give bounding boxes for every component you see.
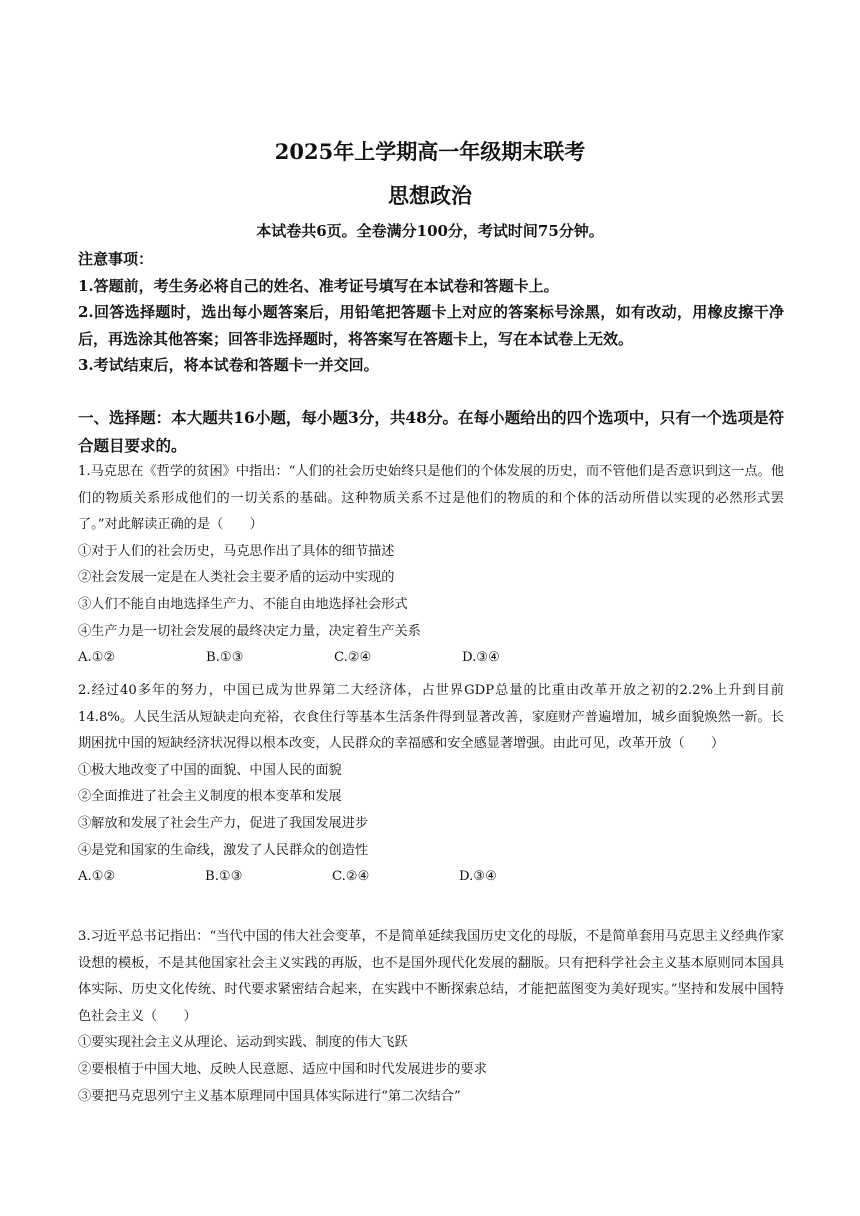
statement: ②要根植于中国大地、反映人民意愿、适应中国和时代发展进步的要求 [78, 1061, 487, 1077]
question-2 [78, 678, 784, 891]
answer-options [78, 645, 784, 672]
option-d: D.③④ [462, 650, 500, 666]
statement: ①对于人们的社会历史，马克思作出了具体的细节描述 [78, 543, 395, 559]
statement: ③解放和发展了社会生产力，促进了我国发展进步 [78, 815, 369, 831]
option-d: D.③④ [459, 869, 497, 885]
question-1 [78, 459, 784, 672]
question-stem: 2.经过40多年的努力，中国已成为世界第二大经济体，占世界GDP总量的比重由改革开放之初的2.2%上升到目前14.8%。人民生活从短缺走向充裕，衣食住行等基本生活条件得到显著改善，家庭财产普遍增加，城乡面貌焕然一新。长期困扰中国的短缺经济状况得以根本改变，人民群众的幸福感和安全感显著增强。由此可见，改革开放（ ） [78, 683, 784, 752]
subject-title: 思想政治 [388, 183, 472, 208]
notes-block [78, 246, 784, 379]
note-item: 2.回答选择题时，选出每小题答案后，用铅笔把答题卡上对应的答案标号涂黑，如有改动，用橡皮擦干净后，再选涂其他答案；回答非选择题时，将答案写在答题卡上，写在本试卷上无效。 [78, 303, 784, 348]
note-item: 1.答题前，考生务必将自己的姓名、准考证号填写在本试卷和答题卡上。 [78, 276, 559, 295]
statement: ②全面推进了社会主义制度的根本变革和发展 [78, 789, 342, 805]
question-stem: 3.习近平总书记指出：“当代中国的伟大社会变革，不是简单延续我国历史文化的母版，不是简单套用马克思主义经典作家设想的模板，不是其他国家社会主义实践的再版，也不是国外现代化发展的翻版。只有把科学社会主义基本原则同本国具体实际、历史文化传统、时代要求紧密结合起来，在实践中不断探索总结，才能把蓝图变为美好现实。”坚持和发展中国特色社会主义（ ） [78, 929, 784, 1024]
exam-info: 本试卷共6页。全卷满分100分，考试时间75分钟。 [256, 222, 604, 240]
option-a: A.①② [78, 650, 116, 666]
statement: ①极大地改变了中国的面貌、中国人民的面貌 [78, 762, 342, 778]
option-a: A.①② [78, 869, 116, 885]
statement: ④是党和国家的生命线，激发了人民群众的创造性 [78, 842, 369, 858]
exam-title: 2025年上学期高一年级期末联考 [274, 139, 586, 164]
notes-heading: 注意事项： [78, 250, 154, 268]
note-item: 3.考试结束后，将本试卷和答题卡一并交回。 [78, 356, 379, 374]
statement: ②社会发展一定是在人类社会主要矛盾的运动中实现的 [78, 570, 395, 586]
question-stem: 1.马克思在《哲学的贫困》中指出：“人们的社会历史始终只是他们的个体发展的历史，而不管他们是否意识到这一点。他们的物质关系形成他们的一切关系的基础。这种物质关系不过是他们的物质的和个体的活动所借以实现的必然形式罢了。”对此解读正确的是（ ） [78, 464, 784, 533]
question-3 [78, 924, 784, 1110]
option-b: B.①③ [206, 650, 244, 666]
answer-options [78, 864, 784, 891]
statement: ①要实现社会主义从理论、运动到实践、制度的伟大飞跃 [78, 1035, 408, 1051]
statement: ④生产力是一切社会发展的最终决定力量，决定着生产关系 [78, 623, 421, 639]
statement: ③人们不能自由地选择生产力、不能自由地选择社会形式 [78, 596, 408, 612]
option-c: C.②④ [334, 650, 372, 666]
option-c: C.②④ [332, 869, 370, 885]
option-b: B.①③ [205, 869, 243, 885]
statement: ③要把马克思列宁主义基本原理同中国具体实际进行“第二次结合” [78, 1088, 461, 1104]
section-heading: 一、选择题：本大题共16小题，每小题3分，共48分。在每小题给出的四个选项中，只有一个选项是符合题目要求的。 [78, 408, 784, 455]
